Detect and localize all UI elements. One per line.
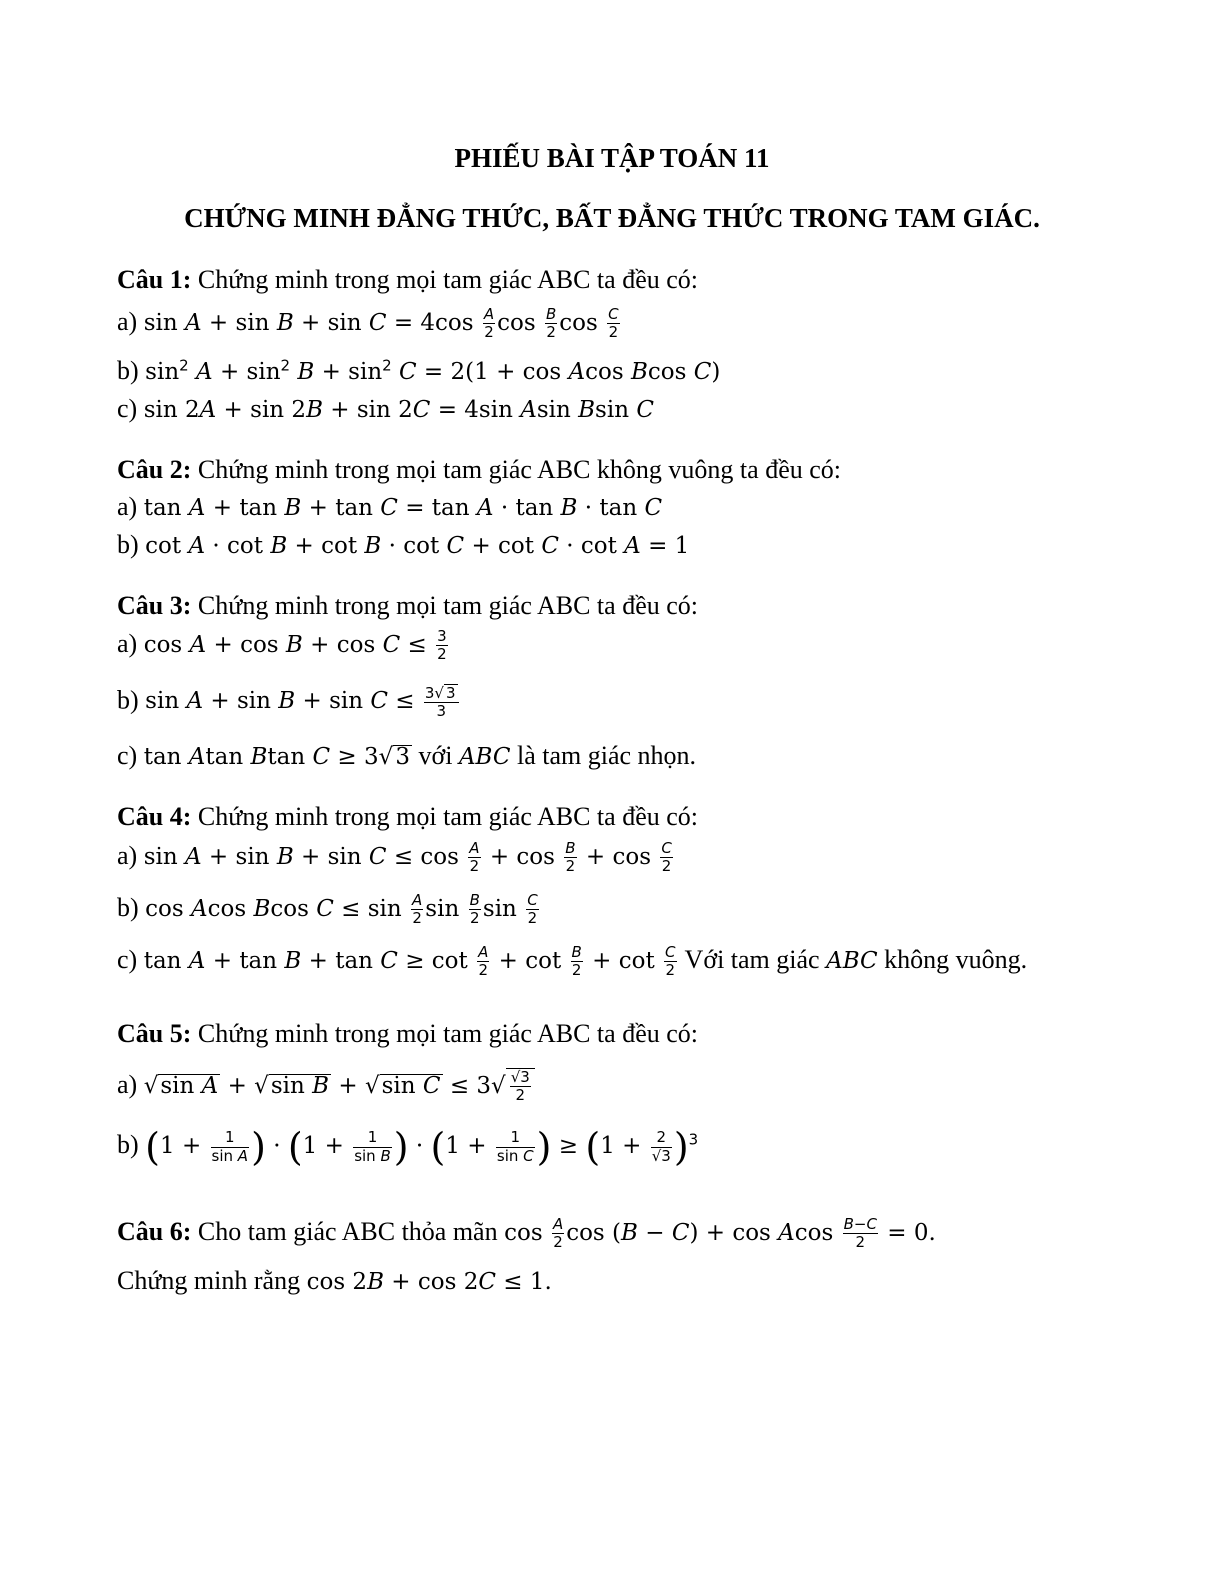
question-1c: c) sin 2A + sin 2B + sin 2C = 4sin Asin Bsin C [117,394,654,423]
question-2-label: Câu 2: [117,455,192,484]
question-1-text: Chứng minh trong mọi tam giác ABC ta đều có: [191,265,698,294]
question-5-text: Chứng minh trong mọi tam giác ABC ta đều có: [191,1019,698,1048]
question-1-heading [117,267,698,293]
question-2b: b) cot A · cot B + cot B · cot C + cot C · cot A = 1 [117,530,690,559]
page-subtitle: CHỨNG MINH ĐẲNG THỨC, BẤT ĐẲNG THỨC TRONG TAM GIÁC. [184,203,1040,233]
question-3-heading [117,593,698,619]
question-5-heading [117,1021,698,1047]
question-3b: b) sin A + sin B + sin C ≤ $\frac{3√ 3}{3}$ [117,684,461,721]
question-3c: c) tan Atan Btan C ≥ 3√3 với ABC là tam giác nhọn. [117,741,697,770]
question-2-heading [117,457,841,483]
question-1-label: Câu 1: [117,265,192,294]
question-3a: a) cos A + cos B + cos C ≤ $\frac{3}{2}$ [117,627,447,664]
question-6-line2: Chứng minh rằng cos 2B + cos 2C ≤ 1. [117,1266,552,1295]
question-4a: a) sin A + sin B + sin C ≤ cos $\frac{A}{2}$ + cos $\frac{B}{2}$ + cos $\frac{C}{2}$ [117,839,672,876]
question-6-label: Câu 6: [117,1216,192,1246]
question-1a: a) sin A + sin B + sin C = 4cos $\frac{A}{2}$ cos $\frac{B}{2}$ cos $\frac{C}{2}$ [117,305,619,342]
page-title: PHIẾU BÀI TẬP TOÁN 11 [454,143,770,173]
question-6-heading: Câu 6: Cho tam giác ABC thỏa mãn cos $\frac{A}{2}$ cos (B − C) + cos Acos $\frac{B-C}{2}$ = 0. [117,1215,936,1252]
question-2a: a) tan A + tan B + tan C = tan A · tan B · tan C [117,492,663,521]
question-4c: c) tan A + tan B + tan C ≥ cot $\frac{A}{2}$ + cot $\frac{B}{2}$ + cot $\frac{C}{2}$ Với tam giác ABC không vuông. [117,943,1028,980]
question-5-label: Câu 5: [117,1019,192,1048]
question-4-text: Chứng minh trong mọi tam giác ABC ta đều có: [191,802,698,831]
question-2-text: Chứng minh trong mọi tam giác ABC không vuông ta đều có: [191,455,841,484]
question-5b: b) (1 + $\frac{1}{\text{sin A}}$ ) · (1 + $\frac{1}{\text{sin B}}$ ) · (1 + $\frac{1}{\text{sin C}}$ ) ≥ (1 + $\frac{2}{√3}$ )$^3$ [117,1125,699,1169]
question-4b: b) cos Acos Bcos C ≤ sin $\frac{A}{2}$ sin $\frac{B}{2}$ sin $\frac{C}{2}$ [117,891,538,928]
question-4-heading [117,804,698,830]
question-4-label: Câu 4: [117,802,192,831]
question-1b: b) $\sin^2 A + \sin^2 B + \sin^2 C = 2(1 + \cos Acos$ Bcos C) [117,356,721,385]
question-5a: a) √sin A + √sin B + √sin C ≤ 3√ $\frac{√3}{2}$ [117,1068,535,1105]
question-3-label: Câu 3: [117,591,192,620]
question-3-text: Chứng minh trong mọi tam giác ABC ta đều có: [191,591,698,620]
